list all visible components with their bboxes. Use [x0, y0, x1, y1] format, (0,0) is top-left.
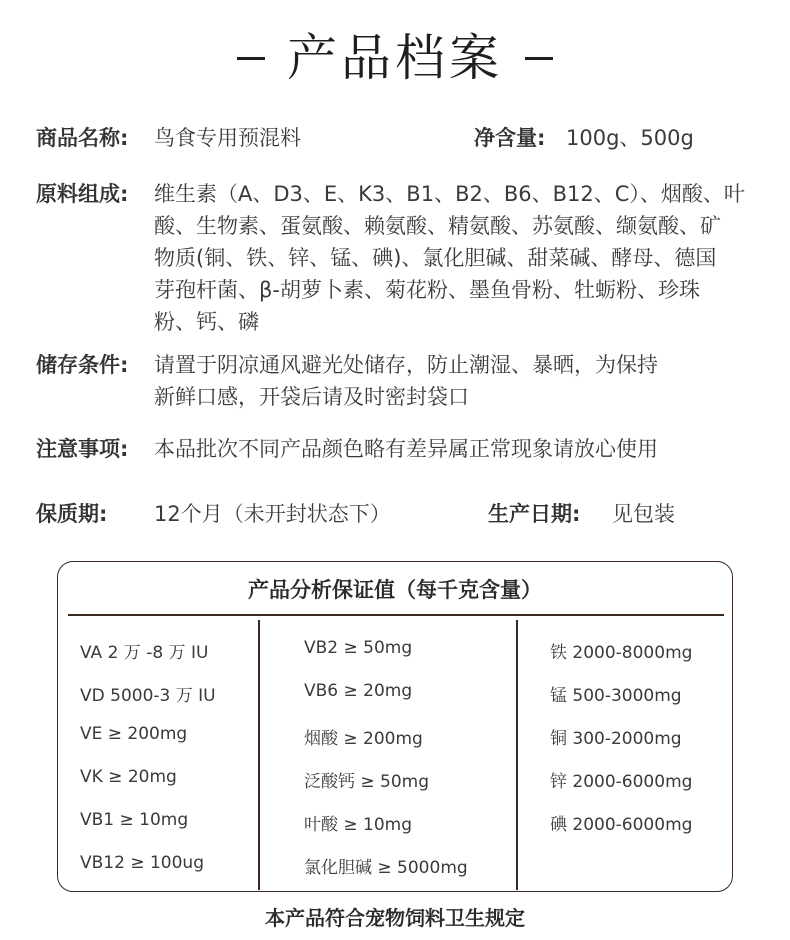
- analysis-divider-horizontal: [68, 614, 724, 616]
- shelf-life-label: 保质期:: [36, 502, 108, 526]
- storage-line: 新鲜口感，开袋后请及时密封袋口: [154, 385, 469, 409]
- analysis-cell: VB6 ≥ 20mg: [304, 681, 413, 701]
- production-date-label: 生产日期:: [488, 502, 581, 526]
- notice-label: 注意事项:: [36, 437, 129, 461]
- analysis-cell: 铁 2000-8000mg: [550, 643, 693, 663]
- analysis-cell: VB1 ≥ 10mg: [80, 810, 189, 830]
- analysis-cell: 叶酸 ≥ 10mg: [304, 815, 413, 835]
- product-name-label: 商品名称:: [36, 126, 129, 150]
- net-weight-value: 100g、500g: [566, 126, 694, 150]
- title-dash-left: [237, 57, 265, 60]
- ingredients-line: 粉、钙、磷: [154, 310, 259, 334]
- analysis-divider-vertical: [516, 620, 518, 890]
- storage-line: 请置于阴凉通风避光处储存，防止潮湿、暴晒，为保持: [154, 353, 658, 377]
- analysis-cell: VA 2 万 -8 万 IU: [80, 643, 209, 663]
- page-title-text: 产品档案: [287, 29, 503, 87]
- ingredients-value: [154, 178, 745, 338]
- ingredients-line: 维生素（A、D3、E、K3、B1、B2、B6、B12、C）、烟酸、叶: [154, 182, 745, 206]
- compliance-footer: 本产品符合宠物饲料卫生规定: [265, 906, 525, 930]
- title-dash-right: [525, 57, 553, 60]
- production-date-value: 见包装: [612, 502, 675, 526]
- analysis-cell: 烟酸 ≥ 200mg: [304, 729, 423, 749]
- analysis-cell: 泛酸钙 ≥ 50mg: [304, 772, 430, 792]
- analysis-cell: 碘 2000-6000mg: [550, 815, 693, 835]
- ingredients-line: 酸、生物素、蛋氨酸、赖氨酸、精氨酸、苏氨酸、缬氨酸、矿: [154, 214, 721, 238]
- product-name-value: 鸟食专用预混料: [154, 126, 301, 150]
- analysis-cell: 锌 2000-6000mg: [550, 772, 693, 792]
- analysis-cell: 锰 500-3000mg: [550, 686, 682, 706]
- analysis-title: 产品分析保证值（每千克含量）: [248, 578, 542, 602]
- analysis-cell: 铜 300-2000mg: [550, 729, 682, 749]
- analysis-cell: VB2 ≥ 50mg: [304, 638, 413, 658]
- net-weight-label: 净含量:: [474, 126, 546, 150]
- analysis-cell: VB12 ≥ 100ug: [80, 853, 204, 873]
- analysis-cell: VK ≥ 20mg: [80, 767, 177, 787]
- analysis-table: [57, 561, 733, 892]
- analysis-cell: VE ≥ 200mg: [80, 724, 188, 744]
- ingredients-label: 原料组成:: [36, 182, 129, 206]
- analysis-cell: VD 5000-3 万 IU: [80, 686, 216, 706]
- page-title: [0, 18, 790, 90]
- shelf-life-value: 12个月（未开封状态下）: [154, 502, 391, 526]
- ingredients-line: 芽孢杆菌、β-胡萝卜素、菊花粉、墨鱼骨粉、牡蛎粉、珍珠: [154, 278, 700, 302]
- analysis-divider-vertical: [258, 620, 260, 890]
- storage-value: [154, 349, 658, 413]
- storage-label: 储存条件:: [36, 353, 129, 377]
- ingredients-line: 物质(铜、铁、锌、锰、碘)、氯化胆碱、甜菜碱、酵母、德国: [154, 246, 717, 270]
- notice-value: 本品批次不同产品颜色略有差异属正常现象请放心使用: [154, 437, 658, 461]
- analysis-cell: 氯化胆碱 ≥ 5000mg: [304, 858, 468, 878]
